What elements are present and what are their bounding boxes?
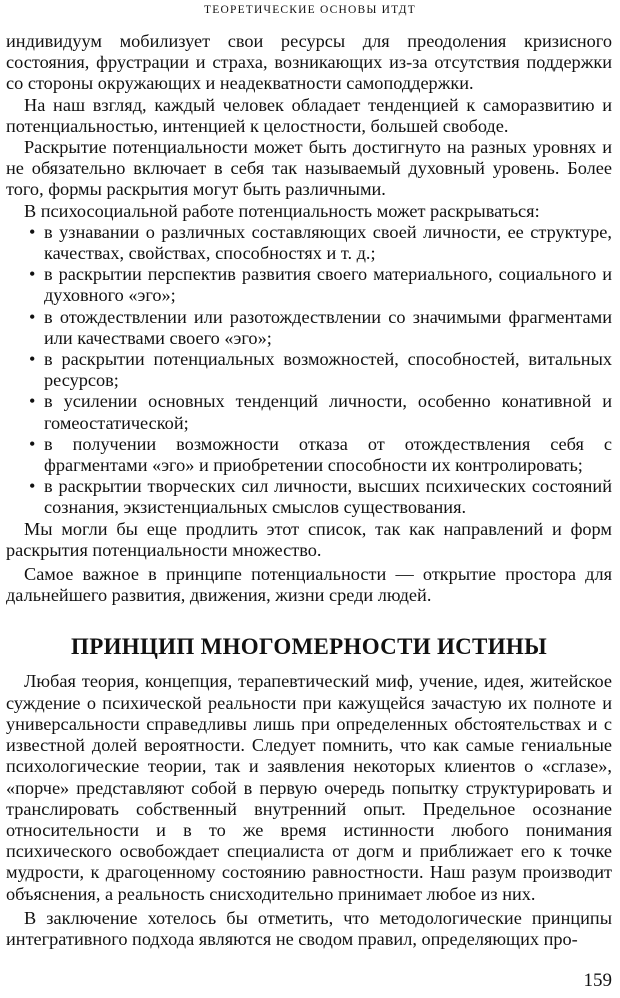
paragraph-most-important: Самое важное в принципе потенциальности — открытие простора для дальнейшего развития, движения, жизни среди людей. [6,564,612,606]
potentiality-list [6,222,612,519]
list-intro: В психосоциальной работе потенциальность может раскрываться: [24,200,540,221]
bullet-icon: • [29,391,36,412]
paragraph-list-end: Мы могли бы еще продлить этот список, так как направлений и форм раскрытия потенциальности множество. [6,518,612,560]
list-item-text: в усилении основных тенденций личности, особенно конативной и гомеостатической; [44,391,612,433]
section-heading: ПРИНЦИП МНОГОМЕРНОСТИ ИСТИНЫ [71,634,547,660]
list-item [6,434,612,476]
bullet-icon: • [29,221,36,242]
paragraph-levels: Раскрытие потенциальности может быть достигнуто на разных уровнях и не обязательно включает в себя так называемый духовный уровень. Более того, формы раскрытия могут быть различными. [6,137,612,200]
list-item-text: в раскрытии перспектив развития своего материального, социального и духовного «эго»; [44,264,612,306]
list-item [6,307,612,349]
list-item-text: в отождествлении или разотождествлении со значимыми фрагментами или качествами своего «эго»; [44,306,612,348]
running-head: ТЕОРЕТИЧЕСКИЕ ОСНОВЫ ИТДТ [204,4,416,16]
paragraph-conclusion: В заключение хотелось бы отметить, что методологические принципы интегративного подхода являются не сводом правил, определяющих про- [6,907,612,949]
paragraph-theory: Любая теория, концепция, терапевтический миф, учение, идея, житейское суждение о психической реальности при кажущейся зачастую их полноте и универсальности справедливы лишь при определенных обстоятельствах и с известной долей вероятности. Следует помнить, что как самые гениальные психологические теории, так и заявления некоторых клиентов о «сглазе», «порче» представляют собой в первую очередь попытку структурировать и транслировать собственный внутренний опыт. Предельное осознание относительности и в то же время истинности любого понимания психического освобождает специалиста от догм и приближает его к точке мудрости, к драгоценному состоянию равностности. Наш разум производит объяснения, а реальность снисходительно принимает любое из них. [6,671,612,904]
bullet-icon: • [29,306,36,327]
list-item-text: в узнавании о различных составляющих своей личности, ее структуре, качествах, свойствах, способностях и т. д.; [44,221,612,264]
paragraph-continued: индивидуум мобилизует свои ресурсы для преодоления кризисного состояния, фрустрации и страха, возникающих из-за отсутствия поддержки со стороны окружающих и неадекватности самоподдержки. [6,31,612,94]
list-item [6,349,612,391]
list-item [6,391,612,433]
page-number: 159 [583,970,612,991]
list-item [6,222,612,264]
list-item-text: в раскрытии потенциальных возможностей, способностей, витальных ресурсов; [44,349,612,391]
list-item-text: в получении возможности отказа от отождествления себя с фрагментами «эго» и приобретении способности их контролировать; [44,433,612,476]
bullet-icon: • [29,349,36,370]
list-item [6,476,612,518]
list-item [6,264,612,306]
list-item-text: в раскрытии творческих сил личности, высших психических состояний сознания, экзистенциальных смыслов существования. [44,476,612,518]
bullet-icon: • [29,264,36,285]
bullet-icon: • [29,433,36,454]
main-text [6,31,612,950]
bullet-icon: • [29,476,36,497]
paragraph-self-development: На наш взгляд, каждый человек обладает тенденцией к саморазвитию и потенциальностью, интенцией к целостности, большей свободе. [6,94,612,136]
